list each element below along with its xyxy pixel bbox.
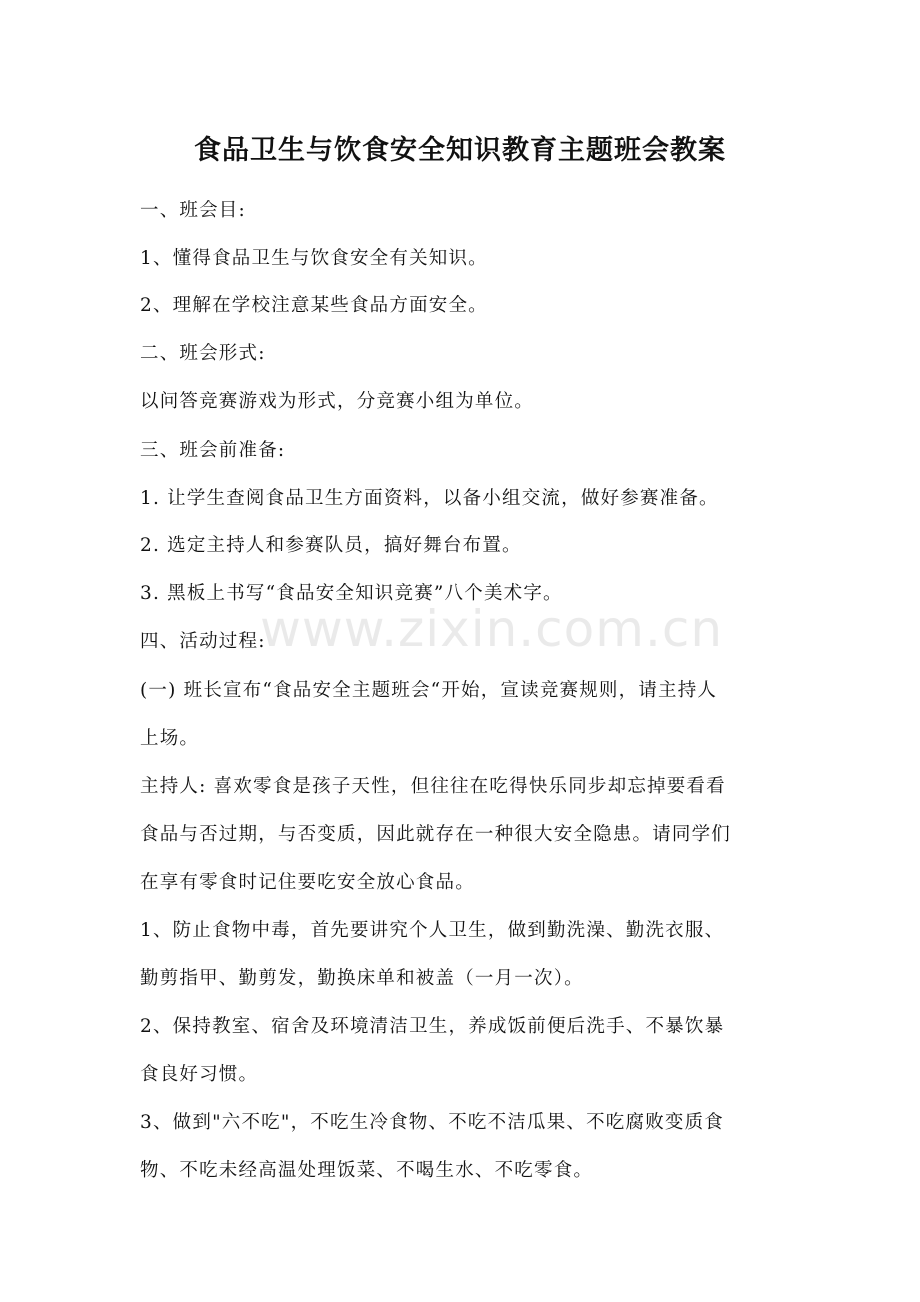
paragraph-line: (一) 班长宣布“食品安全主题班会“开始，宣读竞赛规则，请主持人 [140,680,718,701]
paragraph-line: 食品与否过期，与否变质，因此就存在一种很大安全隐患。请同学们 [140,824,732,845]
watermark: www.zixin.com.cn [260,600,724,658]
section-heading-process: 四、活动过程: [140,631,266,652]
paragraph-line: 勤剪指甲、勤剪发，勤换床单和被盖（一月一次）。 [140,968,584,989]
paragraph-line: 2、保持教室、宿舍及环境清洁卫生，养成饭前便后洗手、不暴饮暴 [140,1016,725,1037]
paragraph-line: 1. 让学生查阅食品卫生方面资料，以备小组交流，做好参赛准备。 [140,488,719,509]
section-heading-form: 二、班会形式: [140,343,266,364]
paragraph-line: 1、懂得食品卫生与饮食安全有关知识。 [140,248,488,269]
page-title: 食品卫生与饮食安全知识教育主题班会教案 [194,135,726,166]
paragraph-line: 食良好习惯。 [140,1064,259,1085]
paragraph-line: 3. 黑板上书写“食品安全知识竞赛”八个美术字。 [140,583,563,604]
paragraph-line: 主持人: 喜欢零食是孩子天性，但往往在吃得快乐同步却忘掉要看看 [140,776,726,797]
section-heading-goal: 一、班会目: [140,200,246,221]
paragraph-line: 物、不吃未经高温处理饭菜、不喝生水、不吃零食。 [140,1160,594,1181]
paragraph-line: 3、做到"六不吃"，不吃生冷食物、不吃不洁瓜果、不吃腐败变质食 [140,1112,724,1133]
paragraph-line: 1、防止食物中毒，首先要讲究个人卫生，做到勤洗澡、勤洗衣服、 [140,920,725,941]
paragraph-line: 2、理解在学校注意某些食品方面安全。 [140,295,488,316]
paragraph-line: 以问答竞赛游戏为形式，分竞赛小组为单位。 [140,391,535,412]
section-heading-preparation: 三、班会前准备: [140,440,286,461]
paragraph-line: 2. 选定主持人和参赛队员，搞好舞台布置。 [140,535,522,556]
paragraph-line: 上场。 [140,728,200,749]
paragraph-line: 在享有零食时记住要吃安全放心食品。 [140,872,475,893]
